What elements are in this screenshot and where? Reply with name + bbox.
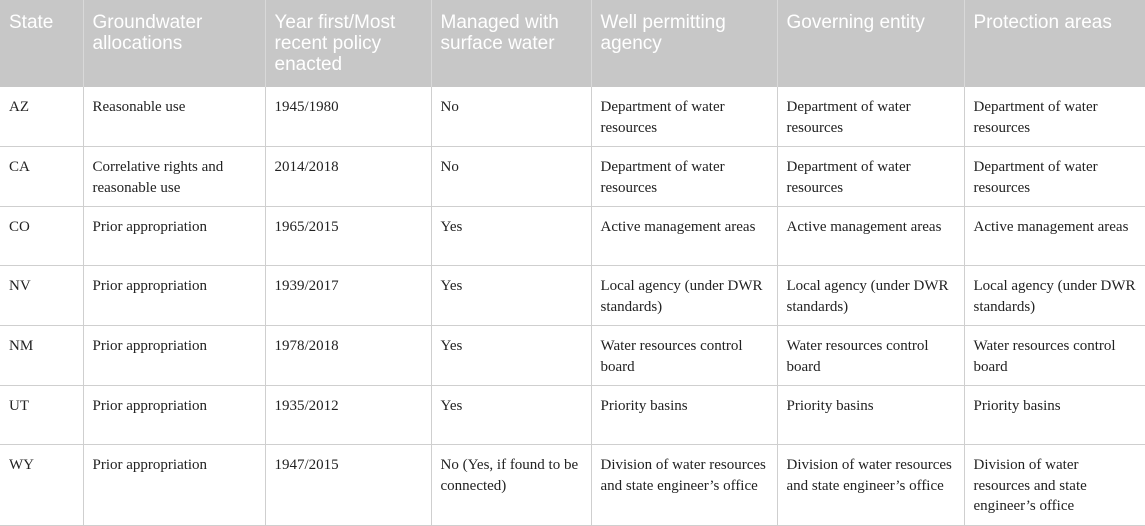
cell-governing: Water resources control board — [777, 326, 964, 386]
table-row — [0, 207, 1145, 266]
cell-state: CA — [0, 147, 83, 207]
cell-permitting: Department of water resources — [591, 147, 777, 207]
header-row — [0, 0, 1145, 87]
table-row — [0, 326, 1145, 386]
header-protection-areas: Protection areas — [964, 0, 1145, 87]
cell-protection: Water resources control board — [964, 326, 1145, 386]
cell-allocations: Prior appropriation — [83, 266, 265, 326]
cell-governing: Local agency (under DWR standards) — [777, 266, 964, 326]
header-groundwater-allocations: Groundwater allocations — [83, 0, 265, 87]
cell-allocations: Prior appropriation — [83, 207, 265, 266]
cell-managed: No — [431, 147, 591, 207]
cell-allocations: Prior appropriation — [83, 326, 265, 386]
cell-governing: Division of water resources and state engineer’s office — [777, 445, 964, 526]
cell-managed: Yes — [431, 207, 591, 266]
header-year-enacted: Year first/Most recent policy enacted — [265, 0, 431, 87]
table-row — [0, 266, 1145, 326]
header-well-permitting-agency: Well permitting agency — [591, 0, 777, 87]
cell-managed: Yes — [431, 386, 591, 445]
cell-protection: Department of water resources — [964, 87, 1145, 147]
table-row — [0, 445, 1145, 526]
header-governing-entity: Governing entity — [777, 0, 964, 87]
cell-protection: Active management areas — [964, 207, 1145, 266]
cell-permitting: Priority basins — [591, 386, 777, 445]
cell-permitting: Local agency (under DWR standards) — [591, 266, 777, 326]
cell-allocations: Reasonable use — [83, 87, 265, 147]
cell-year: 1965/2015 — [265, 207, 431, 266]
cell-permitting: Water resources control board — [591, 326, 777, 386]
table-row — [0, 386, 1145, 445]
cell-governing: Department of water resources — [777, 147, 964, 207]
cell-year: 1945/1980 — [265, 87, 431, 147]
table-row — [0, 87, 1145, 147]
cell-protection: Local agency (under DWR standards) — [964, 266, 1145, 326]
cell-managed: Yes — [431, 326, 591, 386]
cell-state: UT — [0, 386, 83, 445]
cell-protection: Division of water resources and state engineer’s office — [964, 445, 1145, 526]
cell-governing: Department of water resources — [777, 87, 964, 147]
cell-state: AZ — [0, 87, 83, 147]
cell-governing: Priority basins — [777, 386, 964, 445]
cell-year: 1935/2012 — [265, 386, 431, 445]
cell-state: CO — [0, 207, 83, 266]
cell-year: 1978/2018 — [265, 326, 431, 386]
cell-managed: Yes — [431, 266, 591, 326]
cell-governing: Active management areas — [777, 207, 964, 266]
cell-state: NM — [0, 326, 83, 386]
table-row — [0, 147, 1145, 207]
cell-protection: Department of water resources — [964, 147, 1145, 207]
cell-year: 2014/2018 — [265, 147, 431, 207]
cell-state: NV — [0, 266, 83, 326]
cell-allocations: Prior appropriation — [83, 386, 265, 445]
cell-year: 1939/2017 — [265, 266, 431, 326]
cell-managed: No (Yes, if found to be connected) — [431, 445, 591, 526]
cell-protection: Priority basins — [964, 386, 1145, 445]
cell-permitting: Division of water resources and state engineer’s office — [591, 445, 777, 526]
header-managed-with-surface-water: Managed with surface water — [431, 0, 591, 87]
cell-permitting: Department of water resources — [591, 87, 777, 147]
cell-allocations: Prior appropriation — [83, 445, 265, 526]
cell-state: WY — [0, 445, 83, 526]
cell-managed: No — [431, 87, 591, 147]
header-state: State — [0, 0, 83, 87]
cell-permitting: Active management areas — [591, 207, 777, 266]
cell-year: 1947/2015 — [265, 445, 431, 526]
cell-allocations: Correlative rights and reasonable use — [83, 147, 265, 207]
